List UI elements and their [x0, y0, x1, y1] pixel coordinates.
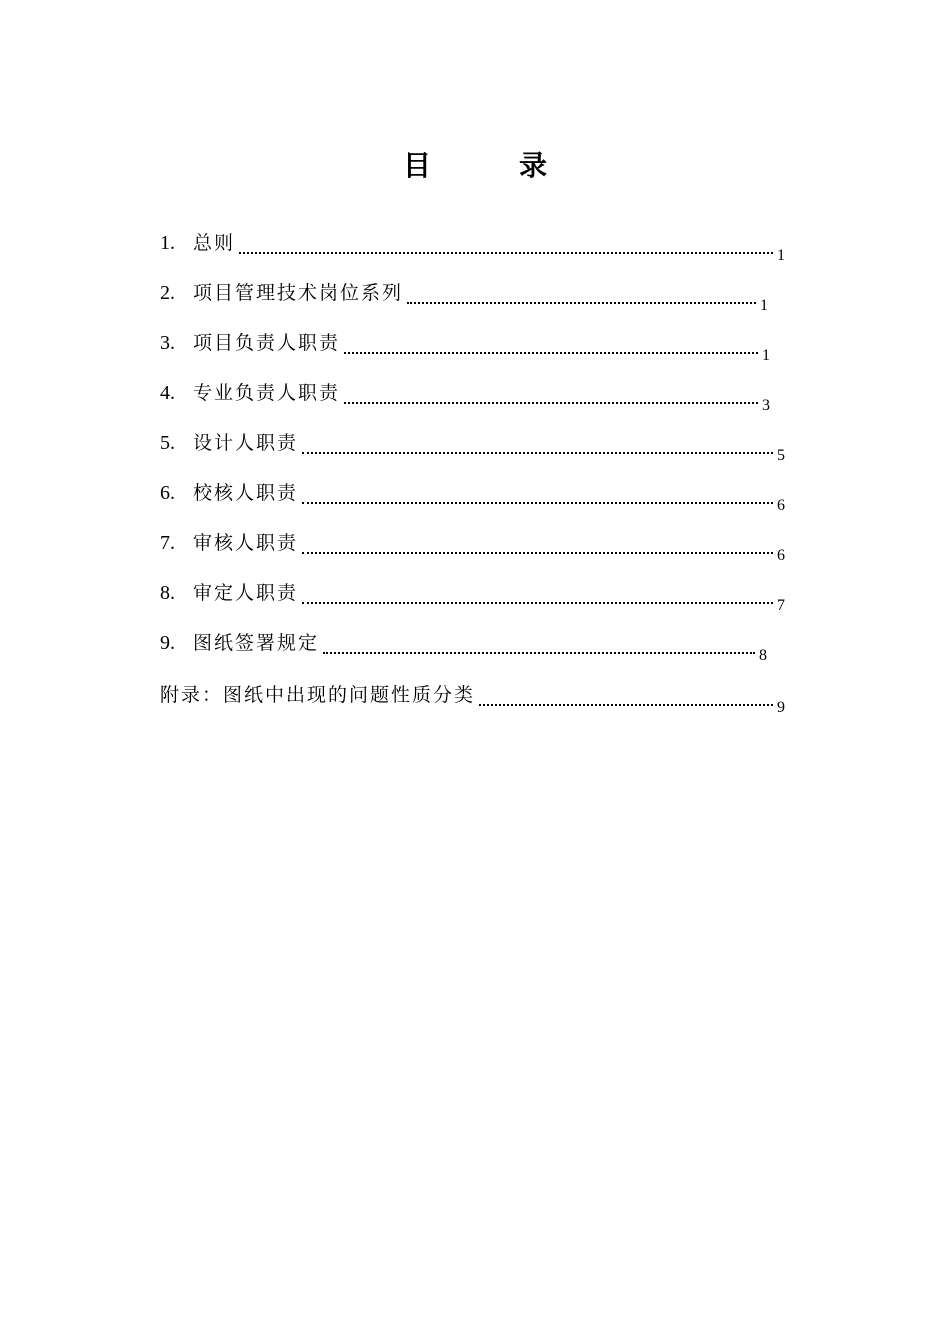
toc-entry-label: 附录：图纸中出现的问题性质分类 [160, 684, 476, 706]
toc-entry-page: 5 [777, 447, 785, 464]
toc-entry-appendix[interactable] [160, 678, 785, 716]
toc-entry-label: 审定人职责 [193, 582, 299, 604]
toc-entry-label: 专业负责人职责 [193, 382, 341, 404]
toc-leader-dots [479, 704, 773, 706]
toc-leader-dots [344, 402, 758, 404]
toc-leader-dots [323, 652, 755, 654]
toc-entry-number: 6. [160, 482, 175, 504]
toc-entry-number: 4. [160, 382, 175, 404]
toc-entry-label: 项目负责人职责 [193, 332, 341, 354]
toc-entry-5[interactable] [160, 426, 785, 464]
toc-entry-label: 总则 [193, 232, 236, 254]
toc-entry-page: 1 [760, 297, 768, 314]
toc-entry-2[interactable] [160, 276, 768, 314]
toc-leader-dots [239, 252, 773, 254]
toc-entry-9[interactable] [160, 626, 767, 664]
toc-entry-6[interactable] [160, 476, 785, 514]
toc-entry-number: 9. [160, 632, 175, 654]
toc-entry-4[interactable] [160, 376, 770, 414]
toc-entry-8[interactable] [160, 576, 785, 614]
toc-entry-page: 8 [759, 647, 767, 664]
page-title: 目 录 [402, 149, 577, 182]
toc-entry-number: 7. [160, 532, 175, 554]
toc-entry-label: 校核人职责 [193, 482, 299, 504]
toc-entry-number: 3. [160, 332, 175, 354]
toc-entry-number: 8. [160, 582, 175, 604]
toc-entry-label: 图纸签署规定 [193, 632, 320, 654]
toc-entry-page: 7 [777, 597, 785, 614]
toc-leader-dots [302, 502, 773, 504]
toc-entry-number: 5. [160, 432, 175, 454]
toc-entry-page: 1 [777, 247, 785, 264]
toc-entry-label: 设计人职责 [193, 432, 299, 454]
toc-entry-number: 1. [160, 232, 175, 254]
toc-leader-dots [407, 302, 756, 304]
toc-entry-label: 项目管理技术岗位系列 [193, 282, 404, 304]
toc-entry-page: 1 [762, 347, 770, 364]
toc-entry-page: 9 [777, 699, 785, 716]
toc-entry-label: 审核人职责 [193, 532, 299, 554]
toc-leader-dots [302, 552, 773, 554]
toc-leader-dots [344, 352, 758, 354]
toc-entry-page: 3 [762, 397, 770, 414]
toc-entry-1[interactable] [160, 226, 785, 264]
toc-entry-3[interactable] [160, 326, 770, 364]
toc-entry-number: 2. [160, 282, 175, 304]
toc-leader-dots [302, 452, 773, 454]
toc-entry-page: 6 [777, 547, 785, 564]
toc-entry-7[interactable] [160, 526, 785, 564]
toc-leader-dots [302, 602, 773, 604]
toc-entry-page: 6 [777, 497, 785, 514]
